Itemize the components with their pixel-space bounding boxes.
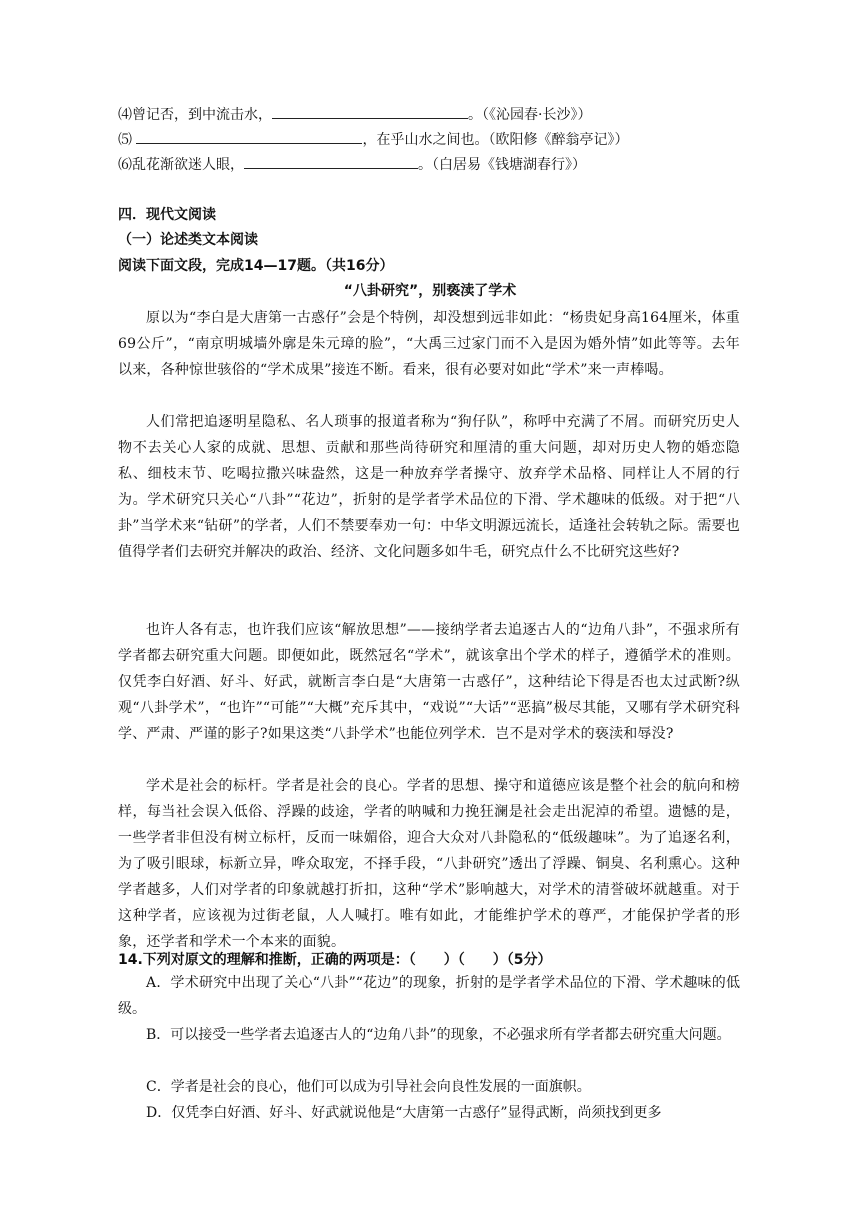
recitation-item-6-suffix: 。（白居易《钱塘湖春行》）: [418, 157, 586, 173]
recitation-item-5: [118, 129, 628, 150]
recitation-item-4-prefix: ⑷曾记否，到中流击水，: [118, 107, 272, 123]
option-a: A．学术研究中出现了关心“八卦”“花边”的现象，折射的是学者学术品位的下滑、学术趣味的低级。: [118, 975, 740, 1017]
recitation-item-4: [118, 104, 591, 125]
option-b: B．可以接受一些学者去追逐古人的“边角八卦”的现象，不必强求所有学者都去研究重大问题。: [146, 1027, 731, 1043]
section-instruction: 阅读下面文段，完成14—17题。（共16分）: [118, 258, 394, 274]
article-paragraph-3: 也许人各有志，也许我们应该“解放思想”——接纳学者去追逐古人的“边角八卦”，不强求所有学者都去研究重大问题。即便如此，既然冠名“学术”，就该拿出个学术的样子，遵循学术的准则。仅凭李白好酒、好斗、好武，就断言李白是“大唐第一古惑仔”，这种结论下得是否也太过武断?纵观“八卦学术”，“也许”“可能”“大概”充斥其中，“戏说”“大话”“恶搞”极尽其能，又哪有学术研究科学、严肃、严谨的影子?如果这类“八卦学术”也能位列学术．岂不是对学术的亵渎和辱没?: [118, 622, 740, 742]
recitation-item-5-suffix: ，在乎山水之间也。（欧阳修《醉翁亭记》）: [362, 132, 629, 148]
answer-blank-5[interactable]: [136, 129, 362, 144]
section-subheading: （一）论述类文本阅读: [118, 232, 258, 248]
recitation-item-5-prefix: ⑸: [118, 132, 137, 148]
article-paragraph-4: 学术是社会的标杆。学者是社会的良心。学者的思想、操守和道德应该是整个社会的航向和榜样，每当社会误入低俗、浮躁的歧途，学者的呐喊和力挽狂澜是社会走出泥淖的希望。遗憾的是，一些学者非但没有树立标杆，反而一味媚俗，迎合大众对八卦隐私的“低级趣味”。为了追逐名利，为了吸引眼球，标新立异，哗众取宠，不择手段，“八卦研究”透出了浮躁、铜臭、名利熏心。这种学者越多，人们对学者的印象就越打折扣，这种“学术”影响越大，对学术的清誉破坏就越重。对于这种学者，应该视为过街老鼠，人人喊打。唯有如此，才能维护学术的尊严，才能保护学者的形象，还学者和学术一个本来的面貌。: [118, 778, 740, 950]
recitation-item-6-prefix: ⑹乱花渐欲迷人眼，: [118, 157, 244, 173]
article-paragraph-2: 人们常把追逐明星隐私、名人琐事的报道者称为“狗仔队”，称呼中充满了不屑。而研究历史人物不去关心人家的成就、思想、贡献和那些尚待研究和厘清的重大问题，却对历史人物的婚恋隐私、细枝末节、吃喝拉撒兴味盎然，这是一种放弃学者操守、放弃学术品格、同样让人不屑的行为。学术研究只关心“八卦”“花边”，折射的是学者学术品位的下滑、学术趣味的低级。对于把“八卦”当学术来“钻研”的学者，人们不禁要奉劝一句：中华文明源远流长，适逢社会转轨之际。需要也值得学者们去研究并解决的政治、经济、文化问题多如牛毛，研究点什么不比研究这些好?: [118, 414, 740, 560]
recitation-item-4-suffix: 。（《沁园春·长沙》）: [468, 107, 592, 123]
article-title: “八卦研究”，别亵渎了学术: [343, 283, 517, 299]
recitation-item-6: [118, 154, 586, 175]
option-d: D．仅凭李白好酒、好斗、好武就说他是“大唐第一古惑仔”显得武断，尚须找到更多: [146, 1105, 662, 1121]
option-c: C．学者是社会的良心，他们可以成为引导社会向良性发展的一面旗帜。: [146, 1079, 591, 1095]
article-paragraph-1: 原以为“李白是大唐第一古惑仔”会是个特例，却没想到远非如此：“杨贵妃身高164厘米，体重69公斤”，“南京明城墙外廓是朱元璋的脸”，“大禹三过家门而不入是因为婚外情”如此等等。去年以来，各种惊世骇俗的“学术成果”接连不断。看来，很有必要对如此“学术”来一声棒喝。: [118, 310, 740, 378]
section-heading: 四．现代文阅读: [118, 207, 216, 223]
answer-blank-6[interactable]: [244, 154, 418, 169]
question-stem: 14.下列对原文的理解和推断，正确的两项是：（ ）（ ）（5分）: [118, 952, 552, 968]
answer-blank-4[interactable]: [272, 104, 468, 119]
